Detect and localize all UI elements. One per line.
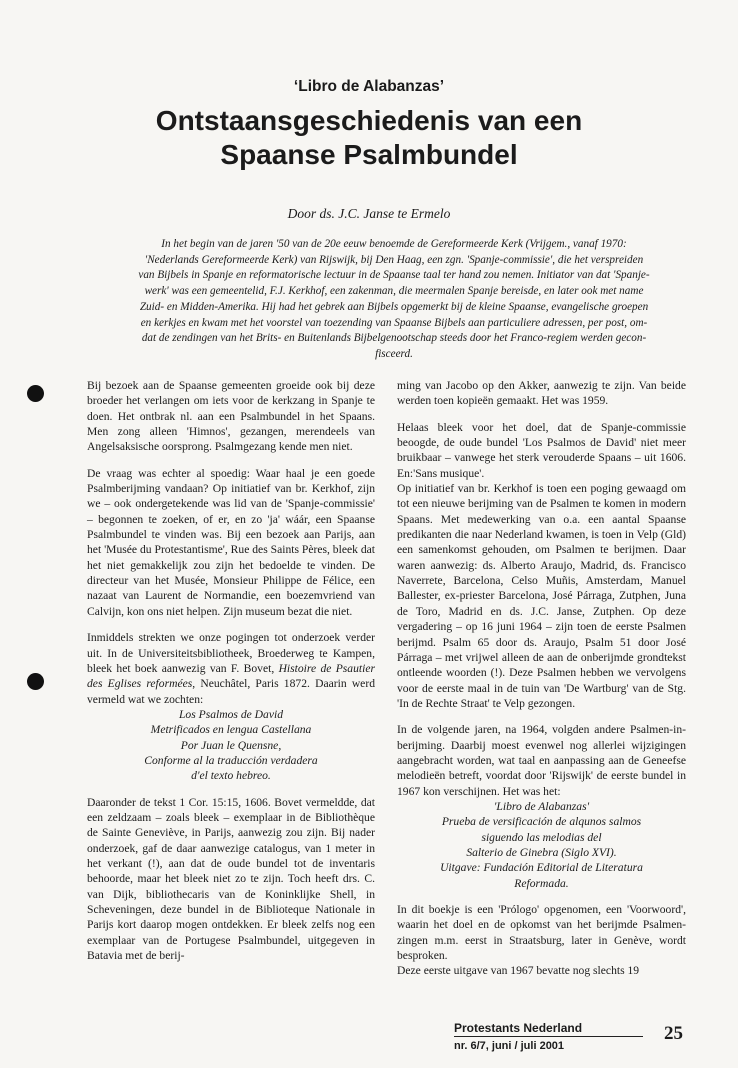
paragraph: In dit boekje is een 'Prólogo' opgenomen, een 'Voorwoord', waarin het doel en de opkomst van het berijmde Psalmen-zingen m.m. eerst in Straatsburg, later in Genève, wordt besproken. (397, 903, 686, 963)
intro-line: fisceerd. (375, 347, 413, 360)
paragraph: Deze eerste uitgave van 1967 bevatte nog slechts 19 (397, 964, 640, 978)
citation-line: Metrificados en lengua Castellana (150, 723, 312, 737)
book-title: Histoire de Psautier des Eglises reformées (87, 661, 375, 691)
paragraph-text: , Neuchâtel, Paris 1872. Daarin werd vermeld wat we zochten: (87, 677, 375, 706)
citation-block (87, 707, 375, 784)
citation-line: siguendo las melodias del (481, 830, 602, 844)
intro-line: 'Nederlands Gereformeerde Kerk) van Rijswijk, bij Den Haag, een zgn. 'Spanje-commissie', die het verspreiden (144, 253, 644, 266)
citation-line: Uitgave: Fundación Editorial de Literatura (440, 861, 643, 875)
citation-line: Por Juan le Quensne, (180, 738, 282, 752)
page-title (0, 104, 738, 172)
intro-line: en kerkjes en kwam met het voorstel van toezending van Spaanse Bijbels aan particuliere adressen, per post, om- (140, 316, 648, 329)
citation-line: Conforme al la traducción verdadera (144, 753, 318, 767)
citation-line: Salterio de Ginebra (Siglo XVI). (466, 845, 617, 859)
citation-line: Prueba de versificación de alqunos salmos (441, 815, 642, 829)
intro-line: dat de zendingen van het Brits- en Buitenlands Bijbelgenootschap steeds door het Franco-regiem werden gecon- (141, 332, 647, 345)
citation-line: 'Libro de Alabanzas' (493, 799, 590, 813)
title-line-1: Ontstaansgeschiedenis van een (155, 105, 583, 136)
kicker: ‘Libro de Alabanzas’ (293, 78, 445, 95)
paragraph: Bij bezoek aan de Spaanse gemeenten groeide ook bij deze broeder het verlangen om iets voor de kerkzang in Spanje te doen. Het ontbrak nl. aan een Psalmbundel in het Spaans. Men zong alleen 'Himnos', gezangen, merendeels van Angelsaksische oorsprong. Psalmgezang kende men niet. (87, 379, 375, 454)
paragraph: Daaronder de tekst 1 Cor. 15:15, 1606. Bovet vermeldde, dat een zeldzaam – zoals bleek – exemplaar in de Bibliothèque de Sainte Geneviève, in Parijs, aanwezig zou zijn. Bij nader onderzoek, gaf de daar aanwezige catalogus, van 1 meter in het verkant (!), aan dat de oude bundel tot de inventaris behoorde, maar het bleek niet zo te zijn. Toch heeft drs. C. van Dijk, bibliothecaris van de Koninklijke Shell, in Scheveningen, deze bundel in de Biblioteque Nationale in Parijs kort daarop mogen ontdekken. Er bleek zelfs nog een exemplaar van de Portugese Psalmbundel, uitgegeven in Batavia met de berij- (87, 795, 375, 963)
intro-line: werk' was een gemeentelid, F.J. Kerkhof, een zakenman, die meermalen Spanje bereisde, en later ook met name (144, 285, 644, 298)
paragraph (87, 630, 375, 707)
page-number: 25 (664, 1023, 683, 1044)
publication-name: Protestants Nederland (454, 1021, 583, 1035)
citation-line: Los Psalmos de David (178, 707, 284, 721)
intro-paragraph (96, 237, 692, 363)
paragraph: In de volgende jaren, na 1964, volgden andere Psalmen-in-berijming. Daarbij moest evenwel nog allerlei wijzigingen aangebracht worden, wat taal en aanpassing aan de Geneefse melodieën betreft, voordat door 'Rijswijk' de eerste bundel in 1967 kon verschijnen. Het was het: (397, 723, 686, 798)
intro-line: In het begin van de jaren '50 van de 20e eeuw benoemde de Gereformeerde Kerk (Vrijgem., vanaf 1970: (161, 238, 627, 250)
paragraph: ming van Jacobo op den Akker, aanwezig te zijn. Van beide werden toen kopieën gemaakt. Het was 1959. (397, 379, 686, 408)
title-line-2: Spaanse Psalmbundel (220, 139, 518, 170)
paragraph-text: Inmiddels strekten we onze pogingen tot onderzoek verder uit. In de Universiteitsbibliotheek, Broederweg te Kampen, bleek het boek aanwezig van F. Bovet, (87, 631, 375, 675)
left-column (87, 378, 375, 963)
punch-hole-top (27, 385, 44, 402)
issue-info: nr. 6/7, juni / juli 2001 (454, 1040, 565, 1052)
right-column (397, 378, 686, 979)
citation-line: Reformada. (514, 876, 569, 890)
footer-divider (454, 1036, 643, 1037)
intro-line: Zuid- en Midden-Amerika. Hij had het gebrek aan Bijbels opgemerkt bij de kleine Spaanse, evangelische groepen (139, 300, 649, 313)
punch-hole-bottom (27, 673, 44, 690)
byline: Door ds. J.C. Janse te Ermelo (287, 206, 451, 221)
intro-line: van Bijbels in Spanje en reformatorische lectuur in de Spaanse taal ter hand zou nemen. Initiator van dat 'Spanje- (138, 269, 650, 282)
paragraph: Op initiatief van br. Kerkhof is toen een poging gewaagd om tot een nieuwe berijming van de Psalmen te komen in modern Spaans. Met medewerking van o.a. een aantal Spaanse predikanten die naar Nederland kwamen, is toen in Velp (Gld) een samenkomst gehouden, om Psalmen te berijmen. Daar waren aanwezig: ds. Alberto Araujo, Madrid, ds. Francisco Naverrete, Barcelona, Celso Muñis, Amsterdam, Manuel Ballester, ex-priester Barcelona, José Párraga, Zutphen, Juna de Toro, Madrid en ds. J.C. Janse, Zutphen. Op deze vergadering – op 16 juni 1964 – zijn toen de eerste Psalmen berijmd. Psalm 65 door ds. Araujo, Psalm 51 door José Párraga – met vrijwel alleen de aan de onberijmde grondtekst ontleende woorden (!). Deze Psalmen hebben we vervolgens voor de eerste maal in de tuin van 'De Wartburg' van de Stg. 'In de Rechte Straat' te Velp gezongen. (397, 482, 686, 710)
citation-line: d'el texto hebreo. (191, 769, 271, 783)
citation-block (397, 799, 686, 891)
paragraph: Helaas bleek voor het doel, dat de Spanje-commissie beoogde, de oude bundel 'Los Psalmos de David' niet meer bruikbaar – vanwege het sterk verouderde Spaans – uit 1606. En:'Sans musique'. (397, 420, 686, 480)
paragraph: De vraag was echter al spoedig: Waar haal je een goede Psalmberijming vandaan? Op initiatief van br. Kerkhof, zijn we – ook ondergetekende was lid van de 'Spanje-commissie' – begonnen te zoeken, of er, en zo 'ja' wáár, een Spaanse Psalmbundel te vinden was. Bij een bezoek aan Parijs, aan het 'Musée du Protestantisme', Rue des Saints Pères, bleek dat het niet gemakkelijk zou zijn het bedoelde te vinden. De directeur van het Musée, Monsieur Philippe de Félice, een nazaat van Laurent de Normandie, een boezemvriend van Calvijn, kon ons niet helpen. Zijn museum bezat die niet. (87, 466, 375, 618)
